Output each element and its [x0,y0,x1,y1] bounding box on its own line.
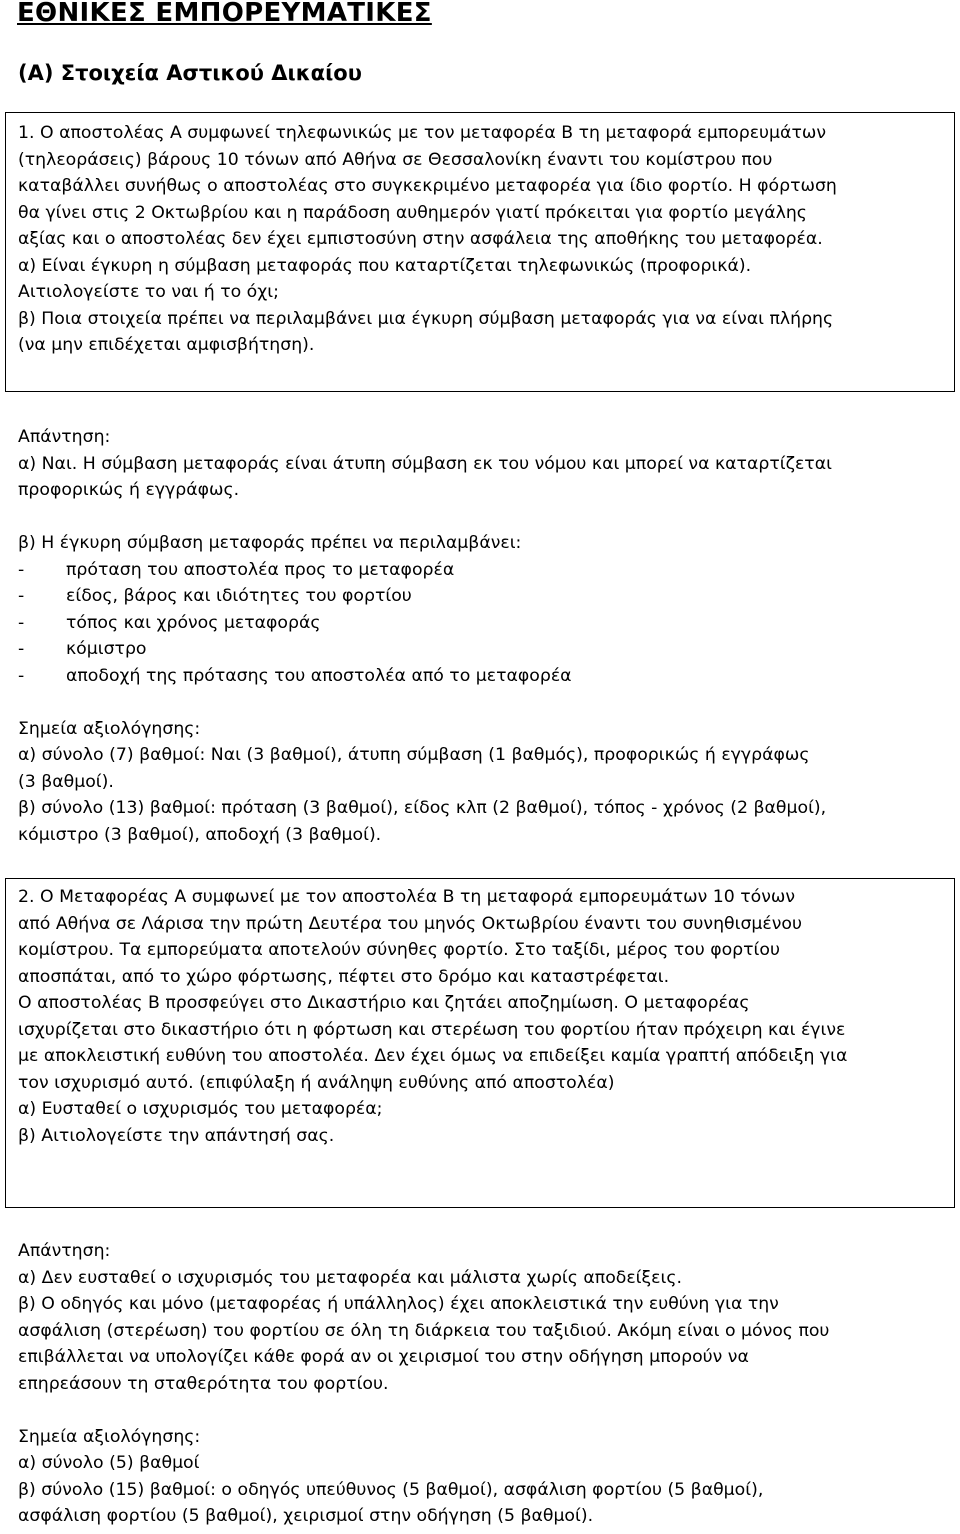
question-2-line: α) Ευσταθεί ο ισχυρισμός του μεταφορέα; [18,1099,383,1119]
question-2-line: ισχυρίζεται στο δικαστήριο ότι η φόρτωση και στερέωση του φορτίου ήταν πρόχειρη και έγινε [18,1019,846,1040]
scoring-line: ασφάλιση φορτίου (5 βαθμοί), χειρισμοί στην οδήγηση (5 βαθμοί). [18,1506,594,1526]
answer-line: β) Η έγκυρη σύμβαση μεταφοράς πρέπει να περιλαμβάνει: [18,533,522,553]
question-1-line: 1. Ο αποστολέας Α συμφωνεί τηλεφωνικώς με τον μεταφορέα Β τη μεταφορά εμπορευμάτων [18,123,826,143]
scoring-heading: Σημεία αξιολόγησης: [18,1426,201,1447]
answer-heading: Απάντηση: [18,1241,111,1261]
question-2-line: τον ισχυρισμό αυτό. (επιφύλαξη ή ανάληψη ευθύνης από αποστολέα) [18,1072,615,1093]
answer-line: επιβάλλεται να υπολογίζει κάθε φορά αν οι χειρισμοί του στην οδήγηση μπορούν να [18,1347,749,1367]
question-2-line: κομίστρου. Τα εμπορεύματα αποτελούν σύνηθες φορτίο. Στο ταξίδι, μέρος του φορτίου [18,940,780,960]
question-2-box [5,878,955,1208]
question-2-line: αποσπάται, από το χώρο φόρτωσης, πέφτει στο δρόμο και καταστρέφεται. [18,966,670,987]
answer-line: α) Ναι. Η σύμβαση μεταφοράς είναι άτυπη σύμβαση εκ του νόμου και μπορεί να καταρτίζεται [18,453,832,474]
answer-1 [18,424,948,848]
document-title: ΕΘΝΙΚΕΣ ΕΜΠΟΡΕΥΜΑΤΙΚΕΣ [17,0,432,28]
section-title: (Α) Στοιχεία Αστικού Δικαίου [18,61,362,85]
question-2-line: β) Αιτιολογείστε την απάντησή σας. [18,1125,335,1146]
bullet-dash: - [18,665,25,686]
list-item-text: είδος, βάρος και ιδιότητες του φορτίου [66,586,412,606]
list-item-text: πρόταση του αποστολέα προς το μεταφορέα [66,559,455,580]
answer-heading: Απάντηση: [18,427,111,447]
list-item [18,636,948,663]
question-1-line: αξίας και ο αποστολέας δεν έχει εμπιστοσύνη στην ασφάλεια της αποθήκης του μεταφορέα. [18,229,823,249]
question-2-line: με αποκλειστική ευθύνη του αποστολέα. Δεν έχει όμως να επιδείξει καμία γραπτή απόδειξη για [18,1046,848,1066]
answer-line: ασφάλιση (στερέωση) του φορτίου σε όλη τη διάρκεια του ταξιδιού. Ακόμη είναι ο μόνος που [18,1320,830,1341]
list-item-text: αποδοχή της πρότασης του αποστολέα από το μεταφορέα [66,665,572,686]
question-1-line: Αιτιολογείστε το ναι ή το όχι; [18,282,279,302]
bullet-dash: - [18,559,25,580]
list-item [18,610,948,637]
question-2-line: από Αθήνα σε Λάρισα την πρώτη Δευτέρα του μηνός Οκτωβρίου έναντι του συνηθισμένου [18,913,802,934]
bullet-dash: - [18,639,25,659]
answer-line: α) Δεν ευσταθεί ο ισχυρισμός του μεταφορέα και μάλιστα χωρίς αποδείξεις. [18,1267,682,1288]
question-1-line: (να μην επιδέχεται αμφισβήτηση). [18,335,315,355]
question-1-line: θα γίνει στις 2 Οκτωβρίου και η παράδοση αυθημερόν γιατί πρόκειται για φορτίο μεγάλης [18,202,807,223]
scoring-line: κόμιστρο (3 βαθμοί), αποδοχή (3 βαθμοί). [18,824,382,845]
list-item [18,557,948,584]
question-1-line: β) Ποια στοιχεία πρέπει να περιλαμβάνει μια έγκυρη σύμβαση μεταφοράς για να είναι πλήρης [18,308,834,329]
list-item-text: τόπος και χρόνος μεταφοράς [66,612,321,633]
answer-line: β) Ο οδηγός και μόνο (μεταφορέας ή υπάλληλος) έχει αποκλειστικά την ευθύνη για την [18,1294,779,1314]
question-2-line: 2. Ο Μεταφορέας Α συμφωνεί με τον αποστολέα Β τη μεταφορά εμπορευμάτων 10 τόνων [18,887,796,907]
list-item-text: κόμιστρο [66,639,147,659]
scoring-heading: Σημεία αξιολόγησης: [18,718,201,739]
question-2-line: Ο αποστολέας Β προσφεύγει στο Δικαστήριο και ζητάει αποζημίωση. Ο μεταφορέας [18,993,750,1013]
scoring-line: (3 βαθμοί). [18,771,114,792]
bullet-dash: - [18,586,25,606]
question-1-line: καταβάλλει συνήθως ο αποστολέας στο συγκεκριμένο μεταφορέα για ίδιο φορτίο. Η φόρτωση [18,176,837,196]
list-item [18,583,948,610]
list-item [18,663,948,690]
answer-2 [18,1238,948,1530]
scoring-line: α) σύνολο (5) βαθμοί [18,1453,200,1473]
answer-line: επηρεάσουν τη σταθερότητα του φορτίου. [18,1373,389,1394]
scoring-line: β) σύνολο (15) βαθμοί: ο οδηγός υπεύθυνος (5 βαθμοί), ασφάλιση φορτίου (5 βαθμοί), [18,1479,764,1500]
answer-line: προφορικώς ή εγγράφως. [18,480,240,500]
scoring-line: β) σύνολο (13) βαθμοί: πρόταση (3 βαθμοί), είδος κλπ (2 βαθμοί), τόπος - χρόνος (2 βαθμοί), [18,798,827,818]
bullet-dash: - [18,612,25,633]
question-1-line: (τηλεοράσεις) βάρους 10 τόνων από Αθήνα σε Θεσσαλονίκη έναντι του κομίστρου που [18,149,773,170]
question-1-line: α) Είναι έγκυρη η σύμβαση μεταφοράς που καταρτίζεται τηλεφωνικώς (προφορικά). [18,255,752,276]
scoring-line: α) σύνολο (7) βαθμοί: Ναι (3 βαθμοί), άτυπη σύμβαση (1 βαθμός), προφορικώς ή εγγράφως [18,745,810,765]
question-1-box [5,112,955,392]
